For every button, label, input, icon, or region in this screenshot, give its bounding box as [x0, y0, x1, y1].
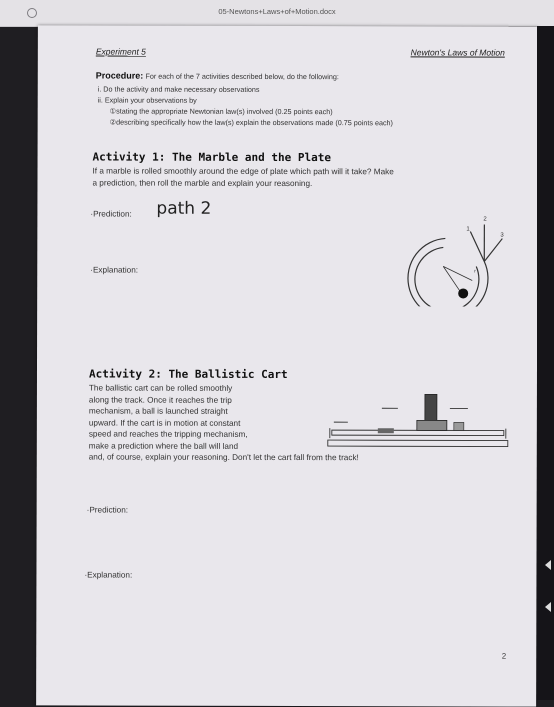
activity1-desc-line: If a marble is rolled smoothly around the edge of plate which path will it take? Make [92, 165, 393, 177]
scroll-arrow-icon[interactable] [545, 602, 551, 612]
activity1-desc-line: a prediction, then roll the marble and explain your reasoning. [92, 177, 393, 189]
activity2-desc-line: mechanism, a ball is launched straight [89, 405, 359, 417]
activity1-prediction-answer: path 2 [156, 199, 211, 219]
procedure-subitem: ②describing specifically how the law(s) explain the observations made (0.75 points each) [110, 118, 393, 128]
activity2-desc-line: along the track. Once it reaches the trip [89, 394, 359, 406]
procedure-item: ii. Explain your observations by [98, 96, 197, 105]
activity1-title: Activity 1: The Marble and the Plate [93, 150, 331, 164]
activity2-desc-line: make a prediction where the ball will land [89, 440, 359, 452]
page-number: 2 [502, 652, 506, 661]
ballistic-cart-diagram [322, 388, 522, 469]
marble [458, 288, 468, 298]
procedure-item: i. Do the activity and make necessary observations [98, 85, 260, 94]
procedure-intro: For each of the 7 activities described below, do the following: [145, 72, 338, 82]
procedure-heading [96, 70, 516, 81]
scroll-arrow-icon[interactable] [545, 560, 551, 570]
header-experiment: Experiment 5 [96, 46, 146, 56]
activity2-desc-line: and, of course, explain your reasoning. Don't let the cart fall from the track! [89, 451, 359, 463]
document-filename: 05-Newtons+Laws+of+Motion.docx [0, 7, 554, 16]
document-title-bar [0, 0, 554, 27]
marble-plate-diagram [390, 206, 505, 306]
header-topic: Newton's Laws of Motion [411, 47, 505, 57]
procedure-title: Procedure: [96, 70, 144, 80]
activity1-prediction-label: ·Prediction: [90, 209, 131, 218]
document-page [36, 25, 538, 706]
activity2-desc-line: upward. If the cart is in motion at constant [89, 417, 359, 429]
path-label-3: 3 [500, 233, 504, 239]
activity2-desc-line: The ballistic cart can be rolled smoothly [89, 382, 359, 394]
radius-label: r [474, 268, 476, 274]
activity2-description [89, 382, 359, 463]
activity2-title: Activity 2: The Ballistic Cart [89, 367, 288, 381]
right-edge-strip [537, 26, 554, 700]
procedure-subitem: ①stating the appropriate Newtonian law(s) involved (0.25 points each) [110, 107, 333, 117]
activity1-explanation-label: ·Explanation: [90, 265, 138, 274]
activity2-explanation-label: ·Explanation: [84, 570, 132, 579]
path-label-1: 1 [466, 226, 470, 232]
path-label-2: 2 [483, 217, 487, 223]
launcher [425, 394, 437, 424]
activity1-description [92, 165, 393, 189]
cart [417, 420, 447, 430]
activity2-desc-line: speed and reaches the tripping mechanism, [89, 428, 359, 440]
activity2-prediction-label: ·Prediction: [87, 505, 128, 514]
